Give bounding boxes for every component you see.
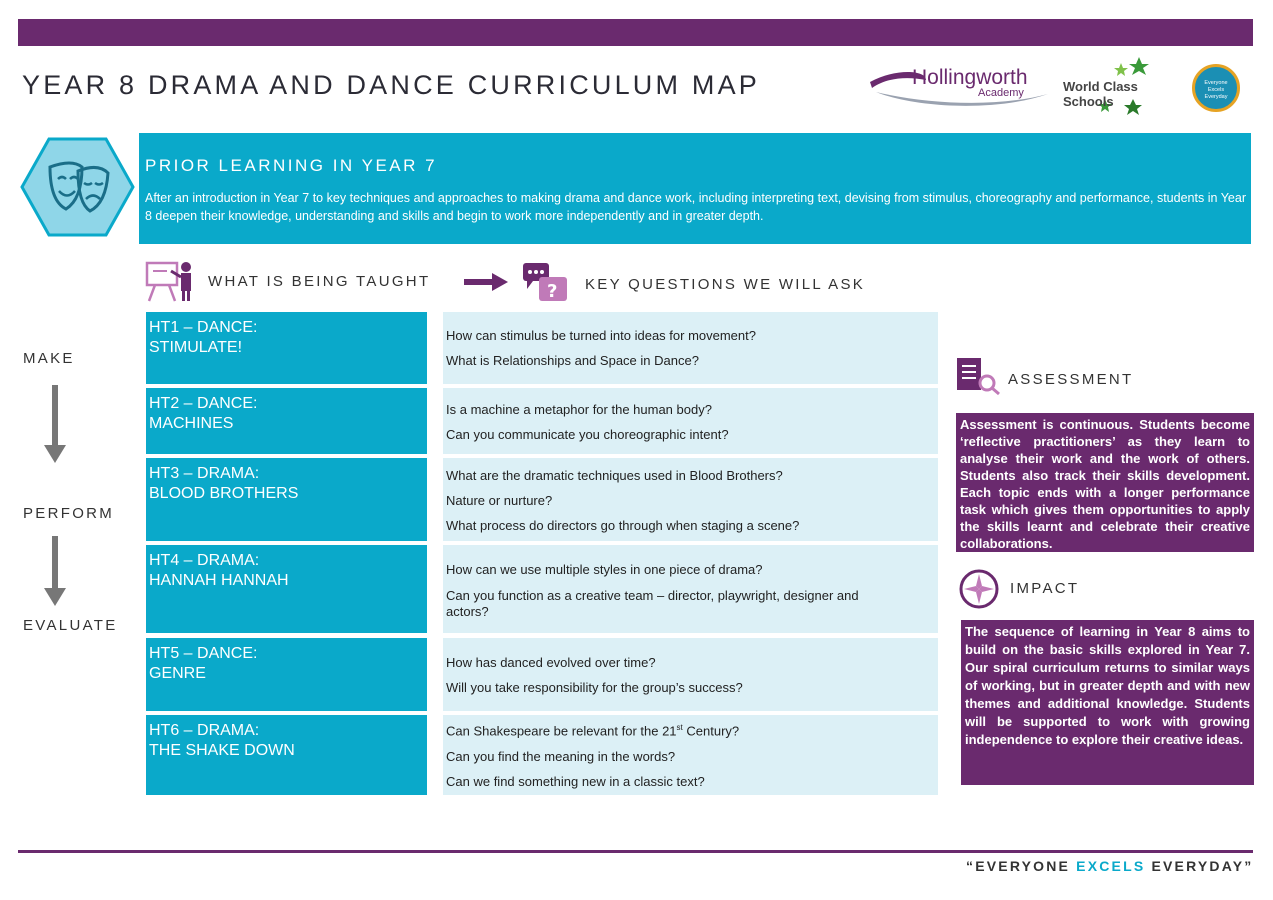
hollingworth-logo	[866, 62, 1051, 114]
question: How can we use multiple styles in one piece of drama?	[446, 562, 763, 577]
topic-title: HT6 – DRAMA:	[149, 722, 260, 739]
topic-ht2	[146, 388, 427, 454]
taught-heading: WHAT IS BEING TAUGHT	[208, 273, 431, 290]
down-arrow-icon	[44, 445, 66, 463]
question: How has danced evolved over time?	[446, 655, 656, 670]
motto	[966, 858, 1254, 874]
motto-close: EVERYDAY”	[1145, 858, 1254, 874]
footer-line	[18, 850, 1253, 853]
question: Can you communicate you choreographic intent?	[446, 427, 729, 442]
speech-question-icon	[521, 261, 569, 305]
question: What process do directors go through when staging a scene?	[446, 518, 800, 533]
topic-title: HT3 – DRAMA:	[149, 465, 260, 482]
prior-learning-panel	[139, 133, 1251, 244]
motto-open: “EVERYONE	[966, 858, 1077, 874]
topic-subtitle: STIMULATE!	[149, 339, 243, 356]
topic-title: HT2 – DANCE:	[149, 395, 258, 412]
questions-ht5	[443, 638, 938, 711]
question: What is Relationships and Space in Dance?	[446, 353, 699, 368]
presentation-icon	[145, 259, 195, 303]
prior-learning-heading: PRIOR LEARNING IN YEAR 7	[145, 156, 438, 175]
assessment-heading: ASSESSMENT	[1008, 371, 1134, 388]
question: How can stimulus be turned into ideas for movement?	[446, 328, 756, 343]
make-label: MAKE	[23, 350, 75, 367]
question-tail: Century?	[682, 723, 740, 739]
theatre-masks-icon	[20, 137, 135, 237]
question-text: Can Shakespeare be relevant for the 21	[446, 723, 677, 739]
questions-ht1	[443, 312, 938, 384]
questions-ht2	[443, 388, 938, 454]
document-magnifier-icon	[955, 356, 1001, 396]
assessment-text: Assessment is continuous. Students become ‘reflective practitioners’ as they learn to analyse their work and the work of others. Students also track their skills development. Each topic ends with a longer performance task which gives them opportunities to apply the skills learnt and celebrate their creative collaborations.	[960, 417, 1250, 551]
logo-sub: Academy	[978, 87, 1024, 99]
arrow-right-icon	[464, 273, 508, 291]
question: Can you find the meaning in the words?	[446, 749, 676, 764]
page-title: YEAR 8 DRAMA AND DANCE CURRICULUM MAP	[22, 70, 761, 100]
question: What are the dramatic techniques used in Blood Brothers?	[446, 468, 783, 483]
impact-panel	[961, 620, 1254, 785]
topic-ht1	[146, 312, 427, 384]
world-class-schools-logo	[1061, 55, 1186, 117]
topic-subtitle: MACHINES	[149, 415, 234, 432]
assessment-panel	[956, 413, 1254, 552]
top-banner	[18, 19, 1253, 46]
topic-subtitle: BLOOD BROTHERS	[149, 485, 299, 502]
topic-ht4	[146, 545, 427, 633]
badge-text: Everyone Excels Everyday	[1204, 80, 1228, 100]
questions-ht4	[443, 545, 938, 633]
impact-text: The sequence of learning in Year 8 aims to build on the basic skills explored in Year 7. Our spiral curriculum returns to similar ways of working, but in greater depth and with new themes and additional knowledge. Students will be supported to work with growing independence to explore their creative ideas.	[965, 624, 1250, 747]
question	[446, 723, 739, 738]
wcs-text: World Class Schools	[1063, 79, 1138, 109]
impact-icon	[958, 568, 1000, 610]
topic-subtitle: GENRE	[149, 665, 206, 682]
questions-ht6	[443, 715, 938, 795]
everyone-excels-badge	[1192, 64, 1240, 112]
logo-name: Hollingworth	[912, 66, 1028, 89]
down-arrow-icon	[44, 588, 66, 606]
svg-text:?: ?	[547, 281, 558, 302]
motto-excels: EXCELS	[1076, 858, 1146, 874]
questions-ht3	[443, 458, 938, 541]
topic-subtitle: HANNAH HANNAH	[149, 572, 289, 589]
topic-ht6	[146, 715, 427, 795]
impact-heading: IMPACT	[1010, 580, 1080, 597]
question: Is a machine a metaphor for the human body?	[446, 402, 712, 417]
topic-title: HT5 – DANCE:	[149, 645, 258, 662]
topic-title: HT4 – DRAMA:	[149, 552, 260, 569]
topic-ht3	[146, 458, 427, 541]
question: Nature or nurture?	[446, 493, 553, 508]
down-arrow-shaft-2	[52, 536, 58, 590]
topic-title: HT1 – DANCE:	[149, 319, 258, 336]
down-arrow-shaft-1	[52, 385, 58, 447]
superscript: st	[676, 723, 683, 732]
prior-learning-text: After an introduction in Year 7 to key techniques and approaches to making drama and dance work, including interpreting text, devising from stimulus, choreography and performance, students in Year 8 deepen their knowledge, understanding and skills and begin to work more independently and in greater depth.	[145, 191, 1246, 223]
question: Can we find something new in a classic text?	[446, 774, 705, 789]
question: actors?	[446, 604, 489, 619]
question: Will you take responsibility for the group’s success?	[446, 680, 743, 695]
topic-ht5	[146, 638, 427, 711]
evaluate-label: EVALUATE	[23, 617, 118, 634]
question: Can you function as a creative team – director, playwright, designer and	[446, 588, 859, 603]
topic-subtitle: THE SHAKE DOWN	[149, 742, 295, 759]
questions-heading: KEY QUESTIONS WE WILL ASK	[585, 276, 866, 293]
perform-label: PERFORM	[23, 505, 115, 522]
